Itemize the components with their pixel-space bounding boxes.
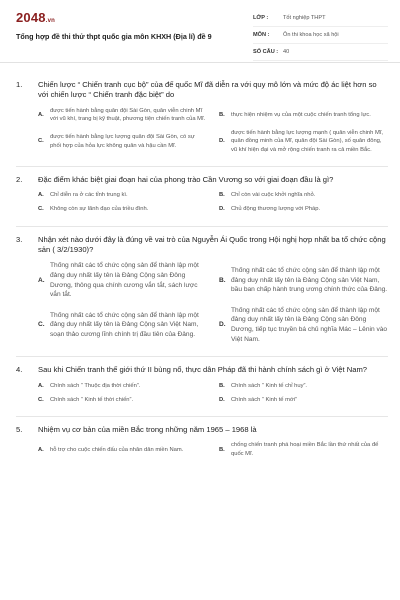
answer-options <box>38 441 388 463</box>
option-b[interactable] <box>219 107 388 123</box>
meta-value: Ôn thi khoa học xã hội <box>283 32 339 38</box>
option-text: Thống nhất các tổ chức cộng sản để thành lập một đảng duy nhất lấy tên là Đảng Cộng sản Việt Nam, bầu ban chấp hành trung ương chính thức của Đảng. <box>231 267 388 294</box>
question-text: Nhiệm vụ cơ bản của miền Bắc trong những năm 1965 – 1968 là <box>38 425 257 435</box>
question-4 <box>16 365 388 410</box>
question-header <box>16 425 388 435</box>
question-3 <box>16 235 388 351</box>
option-text: Thống nhất các tổ chức cộng sản để thành lập một đảng duy nhất lấy tên là Đảng Cộng sản Đông Dương, thông qua chính cương vắn tắt, sách lược vắn tắt. <box>50 262 199 299</box>
logo-suffix: .vn <box>45 18 56 24</box>
meta-value: 40 <box>283 49 290 55</box>
logo-text: 2048 <box>16 10 46 25</box>
option-c[interactable] <box>38 396 207 404</box>
meta-label: LỚP : <box>253 15 269 21</box>
divider <box>16 416 388 417</box>
option-c[interactable] <box>38 129 207 154</box>
question-number: 1. <box>16 80 23 89</box>
option-d[interactable] <box>219 205 388 213</box>
answer-options <box>38 261 388 350</box>
question-number: 3. <box>16 234 23 244</box>
question-1 <box>16 80 388 160</box>
option-text: Không còn sự lãnh đạo của triều đình. <box>50 206 149 213</box>
option-text: được tiến hành bằng quân đội Sài Gòn, quân viễn chinh Mĩ với vũ khí, trang bị kỹ thuật, phương tiện chiến tranh của Mĩ. <box>50 107 206 123</box>
option-key: A. <box>38 192 44 199</box>
option-key: B. <box>219 111 225 118</box>
option-text: được tiến hành bằng lực lượng quân đội Sài Gòn, có sự phối hợp của hỏa lực không quân và hậu cần Mĩ. <box>50 134 195 149</box>
option-key: B. <box>219 446 225 453</box>
option-text: Chỉ diễn ra ở các tỉnh trung kì. <box>50 192 128 199</box>
option-b[interactable] <box>219 382 388 390</box>
divider <box>16 226 388 227</box>
option-key: C. <box>38 321 45 329</box>
divider <box>16 356 388 357</box>
option-text: Chỉ còn vài cuộc khởi nghĩa nhỏ. <box>231 192 316 199</box>
meta-label: SỐ CÂU : <box>253 49 279 55</box>
question-text: Sau khi Chiến tranh thế giới thứ II bùng nổ, thực dân Pháp đã thi hành chính sách gì ở Việt Nam? <box>38 365 368 375</box>
question-text: Chiến lược “ Chiến tranh cục bộ” của đế quốc Mĩ đã diễn ra với quy mô lớn và mức độ ác liệt hơn so với chiến lược “ Chiến tranh đặc biệt” do <box>38 80 377 100</box>
option-text: Chính sách “ Kinh tế chỉ huy”. <box>231 382 308 389</box>
option-text: Thống nhất các tổ chức cộng sản để thành lập một đảng duy nhất lấy tên là Đảng Cộng sản Đông Dương, tiếp tục truyền bá chủ nghĩa Mác – Lênin vào Việt Nam. <box>231 306 388 343</box>
option-a[interactable] <box>38 191 207 199</box>
exam-meta <box>253 10 388 61</box>
option-key: C. <box>38 396 44 403</box>
option-key: A. <box>38 111 44 118</box>
page-title: Tổng hợp đề thi thử thpt quốc gia môn KHXH (Địa lí) đề 9 <box>16 32 212 41</box>
option-key: A. <box>38 446 44 453</box>
option-key: A. <box>38 276 45 284</box>
question-header <box>16 235 388 256</box>
meta-row-class <box>253 10 388 27</box>
option-c[interactable] <box>38 306 207 344</box>
option-d[interactable] <box>219 306 388 344</box>
option-text: Chính sách “ Kinh tế thời chiến”. <box>50 396 134 403</box>
option-a[interactable] <box>38 107 207 123</box>
option-d[interactable] <box>219 396 388 404</box>
question-number: 5. <box>16 425 23 435</box>
option-a[interactable] <box>38 382 207 390</box>
question-2 <box>16 175 388 220</box>
option-text: thực hiện nhiệm vụ của một cuộc chiến tranh tổng lực. <box>231 111 371 118</box>
option-key: B. <box>219 192 225 199</box>
option-b[interactable] <box>219 191 388 199</box>
option-text: chống chiến tranh phá hoại miền Bắc lần thứ nhất của đế quốc Mĩ. <box>231 442 379 457</box>
option-b[interactable] <box>219 441 388 457</box>
option-key: D. <box>219 138 225 145</box>
question-5 <box>16 425 388 464</box>
option-text: Chính sách “ Thuộc địa thời chiến”. <box>50 382 141 389</box>
option-c[interactable] <box>38 205 207 213</box>
question-number: 4. <box>16 365 23 375</box>
option-a[interactable] <box>38 441 207 457</box>
answer-options <box>38 382 388 410</box>
page-header <box>0 0 400 63</box>
site-logo[interactable] <box>16 10 55 25</box>
meta-value: Tốt nghiệp THPT <box>283 15 326 21</box>
question-number: 2. <box>16 174 23 184</box>
answer-options <box>38 191 388 219</box>
meta-label: MÔN : <box>253 32 270 38</box>
question-header <box>16 80 388 101</box>
divider <box>16 166 388 167</box>
option-key: B. <box>219 276 226 284</box>
option-text: Chính sách “ Kinh tế mới” <box>231 396 297 403</box>
option-a[interactable] <box>38 261 207 299</box>
option-text: Thống nhất các tổ chức cộng sản để thành lập một đảng duy nhất lấy tên là Đảng Cộng sản Việt Nam, soạn thảo cương lĩnh chính trị đầu tiên của Đảng. <box>50 311 199 338</box>
option-key: A. <box>38 382 44 389</box>
option-key: C. <box>38 138 44 145</box>
question-text: Nhận xét nào dưới đây là đúng về vai trò của Nguyễn Ái Quốc trong Hội nghị hợp nhất ba tổ chức cộng sản ( 3/2/1930)? <box>38 234 386 255</box>
question-text: Đặc điểm khác biệt giai đoạn hai của phong trào Cần Vương so với giai đoạn đầu là gì? <box>38 174 334 184</box>
option-key: D. <box>219 206 225 213</box>
answer-options <box>38 107 388 160</box>
question-header <box>16 175 388 185</box>
option-d[interactable] <box>219 129 388 154</box>
meta-row-subject <box>253 27 388 44</box>
question-header <box>16 365 388 375</box>
option-text: được tiến hành bằng lực lượng mạnh ( quân viễn chinh Mĩ, quân đồng minh của Mĩ, quân đội Sài Gòn), số quân đông, vũ khí hiện đại và mở rộng chiến tranh ra cả miền Bắc. <box>231 130 384 153</box>
question-list <box>16 80 388 464</box>
option-b[interactable] <box>219 261 388 299</box>
meta-row-count <box>253 44 388 61</box>
option-text: hỗ trợ cho cuộc chiến đấu của nhân dân miền Nam. <box>50 446 184 453</box>
option-key: D. <box>219 321 226 329</box>
option-key: B. <box>219 382 225 389</box>
option-key: C. <box>38 206 44 213</box>
option-text: Chủ động thương lượng với Pháp. <box>231 206 321 213</box>
option-key: D. <box>219 396 225 403</box>
